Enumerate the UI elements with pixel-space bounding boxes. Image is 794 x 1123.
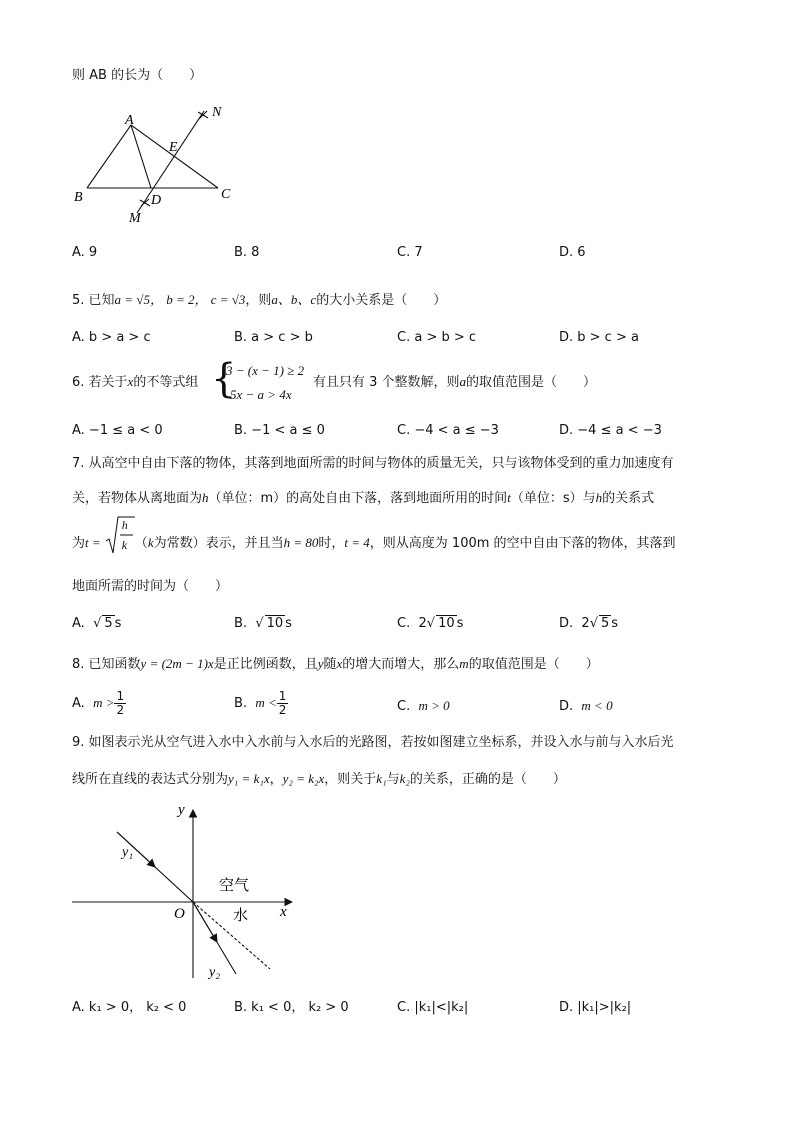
q4-option-d: D. 6 bbox=[559, 245, 586, 260]
q8-a-den: 2 bbox=[116, 703, 125, 717]
q7-a-rad: 5 bbox=[104, 616, 113, 631]
q8-e: 的取值范围是（ ） bbox=[468, 657, 599, 672]
q8-b-expr: m < bbox=[255, 695, 277, 710]
q7-line-1: 7. 从高空中自由下落的物体，其落到地面所需的时间与物体的质量无关，只与该物体受到的重力加速度有 bbox=[72, 456, 674, 471]
q7-l3c: 为常数）表示，并且当 bbox=[153, 536, 284, 551]
q5-stem bbox=[72, 292, 446, 309]
q7-formula-t: t = bbox=[85, 535, 101, 550]
q8-stem bbox=[72, 656, 599, 673]
q6-option-c: C. −4 < a ≤ −3 bbox=[397, 423, 499, 438]
q9-line-1: 9. 如图表示光从空气进入水中入水前与入水后的光路图，若按如图建立坐标系，并设入水与前与入水后光 bbox=[72, 735, 674, 750]
triangle-figure bbox=[70, 98, 240, 226]
q6-var-a: a bbox=[459, 374, 467, 389]
label-M: M bbox=[129, 211, 141, 226]
q8-d-label: D. bbox=[559, 699, 574, 714]
q5-option-a: A. b > a > c bbox=[72, 330, 151, 345]
q7-c-unit: s bbox=[456, 616, 464, 631]
refraction-figure bbox=[70, 798, 302, 984]
q7-option-d: D. 2√ 5 s bbox=[559, 616, 619, 631]
q5-values: a = √5， b = 2， c = √3 bbox=[114, 292, 246, 307]
q8-x: x bbox=[336, 656, 343, 671]
y-axis-label: y bbox=[178, 802, 185, 818]
q9-l2c: ，则关于 bbox=[324, 772, 377, 787]
q9-l2a: 线所在直线的表达式分别为 bbox=[72, 772, 229, 787]
q7-t: t bbox=[507, 490, 511, 505]
q5-then: ，则 bbox=[245, 293, 272, 308]
q8-option-b bbox=[234, 690, 288, 717]
q8-b-num: 1 bbox=[278, 689, 287, 703]
q8-function: y = (2m − 1)x bbox=[140, 656, 214, 671]
q6-system-label: 的不等式组 bbox=[133, 375, 199, 390]
origin-label: O bbox=[174, 906, 185, 922]
q4-stem: 则 AB 的长为（ ） bbox=[72, 68, 203, 83]
q7-k: k bbox=[147, 535, 154, 550]
q7-sqrt-fraction bbox=[105, 518, 135, 552]
q8-a-expr: m > bbox=[93, 695, 115, 710]
q9-option-a: A. k₁ > 0， k₂ < 0 bbox=[72, 1000, 187, 1015]
q8-c: 随 bbox=[323, 657, 337, 672]
q9-k2: k₂ bbox=[399, 771, 410, 786]
q6-condition: 有且只有 3 个整数解，则 bbox=[313, 375, 460, 390]
q8-m: m bbox=[459, 656, 469, 671]
q7-h: h bbox=[202, 490, 209, 505]
q8-y: y bbox=[317, 656, 324, 671]
q9-l2d: 与 bbox=[386, 772, 400, 787]
q6-var-x: x bbox=[127, 374, 134, 389]
label-B: B bbox=[74, 190, 83, 205]
q7-l3a: 为 bbox=[72, 536, 86, 551]
q5-option-b: B. a > c > b bbox=[234, 330, 313, 345]
q6-option-d: D. −4 ≤ a < −3 bbox=[559, 423, 662, 438]
q4-option-a: A. 9 bbox=[72, 245, 98, 260]
q7-line-4: 地面所需的时间为（ ） bbox=[72, 579, 229, 594]
label-A: A bbox=[125, 113, 134, 128]
air-label: 空气 bbox=[219, 876, 250, 894]
q5-option-c: C. a > b > c bbox=[397, 330, 477, 345]
q6-option-a: A. −1 ≤ a < 0 bbox=[72, 423, 163, 438]
q7-l2d: 的关系式 bbox=[602, 491, 655, 506]
q7-d-rad: 5 bbox=[601, 616, 610, 631]
q7-c-rad: 10 bbox=[438, 616, 455, 631]
q7-option-b: B. √ 10 s bbox=[234, 616, 292, 631]
q7-a-unit: s bbox=[114, 616, 122, 631]
y2-label: y₂ bbox=[209, 965, 221, 980]
q8-a-label: A. bbox=[72, 696, 85, 711]
label-D: D bbox=[151, 193, 162, 208]
q9-y1: y₁ = k₁x bbox=[228, 771, 270, 786]
q6-stem-left bbox=[72, 374, 198, 391]
q8-a-num: 1 bbox=[116, 689, 125, 703]
q7-l2a: 关，若物体从离地面为 bbox=[72, 491, 203, 506]
q7-line-2 bbox=[72, 490, 654, 507]
q5-ask: 的大小关系是（ ） bbox=[316, 293, 447, 308]
q7-b-label: B. bbox=[234, 616, 248, 631]
q5-vars: a、b、c bbox=[271, 292, 317, 307]
q7-option-c: C. 2√ 10 s bbox=[397, 616, 464, 631]
q9-option-d: D. |k₁|>|k₂| bbox=[559, 1000, 632, 1015]
q9-l2e: 的关系，正确的是（ ） bbox=[409, 772, 566, 787]
q8-option-a bbox=[72, 690, 126, 717]
sqrt-sign bbox=[105, 515, 135, 557]
q6-inequality-2: 5x − a > 4x bbox=[230, 387, 292, 402]
q9-k1: k₁ bbox=[376, 771, 387, 786]
q8-d-expr: m < 0 bbox=[581, 698, 613, 713]
q8-b: 是正比例函数，且 bbox=[213, 657, 318, 672]
q7-b-unit: s bbox=[285, 616, 292, 631]
q6-inequality-1: 3 − (x − 1) ≥ 2 bbox=[226, 363, 305, 378]
q6-ask: 的取值范围是（ ） bbox=[466, 375, 597, 390]
system-brace: { bbox=[211, 356, 237, 402]
q7-h-numerator: h bbox=[121, 518, 128, 532]
q4-option-c: C. 7 bbox=[397, 245, 423, 260]
q6-option-b: B. −1 < a ≤ 0 bbox=[234, 423, 325, 438]
q6-stem-right bbox=[313, 374, 596, 391]
q7-l2b: （单位：m）的高处自由下落，落到地面所用的时间 bbox=[208, 491, 508, 506]
x-axis-label: x bbox=[280, 904, 287, 920]
q7-h80: h = 80 bbox=[283, 535, 319, 550]
q7-l3e: ，则从高度为 100m 的空中自由下落的物体，其落到 bbox=[369, 536, 676, 551]
label-N: N bbox=[212, 105, 222, 120]
q8-c-label: C. bbox=[397, 699, 411, 714]
label-C: C bbox=[221, 187, 231, 202]
q8-b-den: 2 bbox=[278, 703, 287, 717]
q9-option-c: C. |k₁|<|k₂| bbox=[397, 1000, 469, 1015]
q8-c-expr: m > 0 bbox=[418, 698, 450, 713]
q7-t4: t = 4 bbox=[344, 535, 370, 550]
q7-l3b: （ bbox=[134, 536, 148, 551]
q7-d-label: D. bbox=[559, 616, 574, 631]
q7-h2: h bbox=[595, 490, 603, 505]
q5-option-d: D. b > c > a bbox=[559, 330, 639, 345]
q7-d-unit: s bbox=[611, 616, 619, 631]
q9-option-b: B. k₁ < 0， k₂ > 0 bbox=[234, 1000, 349, 1015]
q7-a-label: A. bbox=[72, 616, 85, 631]
q7-option-a: A. √ 5 s bbox=[72, 616, 122, 631]
q6-number: 6. 若关于 bbox=[72, 375, 128, 390]
q7-b-rad: 10 bbox=[266, 616, 284, 631]
q5-number: 5. 已知 bbox=[72, 293, 115, 308]
q9-l2b: ， bbox=[269, 772, 283, 787]
q7-l3d: 时， bbox=[318, 536, 345, 551]
q8-b-label: B. bbox=[234, 696, 248, 711]
q7-c-coef: 2 bbox=[418, 616, 427, 631]
water-label: 水 bbox=[233, 906, 249, 924]
q7-c-label: C. bbox=[397, 616, 411, 631]
q7-k-denominator: k bbox=[121, 538, 128, 552]
y1-label: y₁ bbox=[122, 845, 134, 860]
q7-line-3 bbox=[72, 518, 676, 552]
q8-number: 8. 已知函数 bbox=[72, 657, 141, 672]
q8-option-d bbox=[559, 698, 613, 715]
q7-d-coef: 2 bbox=[581, 616, 590, 631]
label-E: E bbox=[169, 140, 178, 155]
q8-d: 的增大而增大，那么 bbox=[342, 657, 460, 672]
q4-option-b: B. 8 bbox=[234, 245, 260, 260]
q7-l2c: （单位：s）与 bbox=[510, 491, 596, 506]
q9-line-2 bbox=[72, 771, 566, 788]
q8-option-c bbox=[397, 698, 450, 715]
q9-y2: y₂ = k₂x bbox=[282, 771, 325, 786]
